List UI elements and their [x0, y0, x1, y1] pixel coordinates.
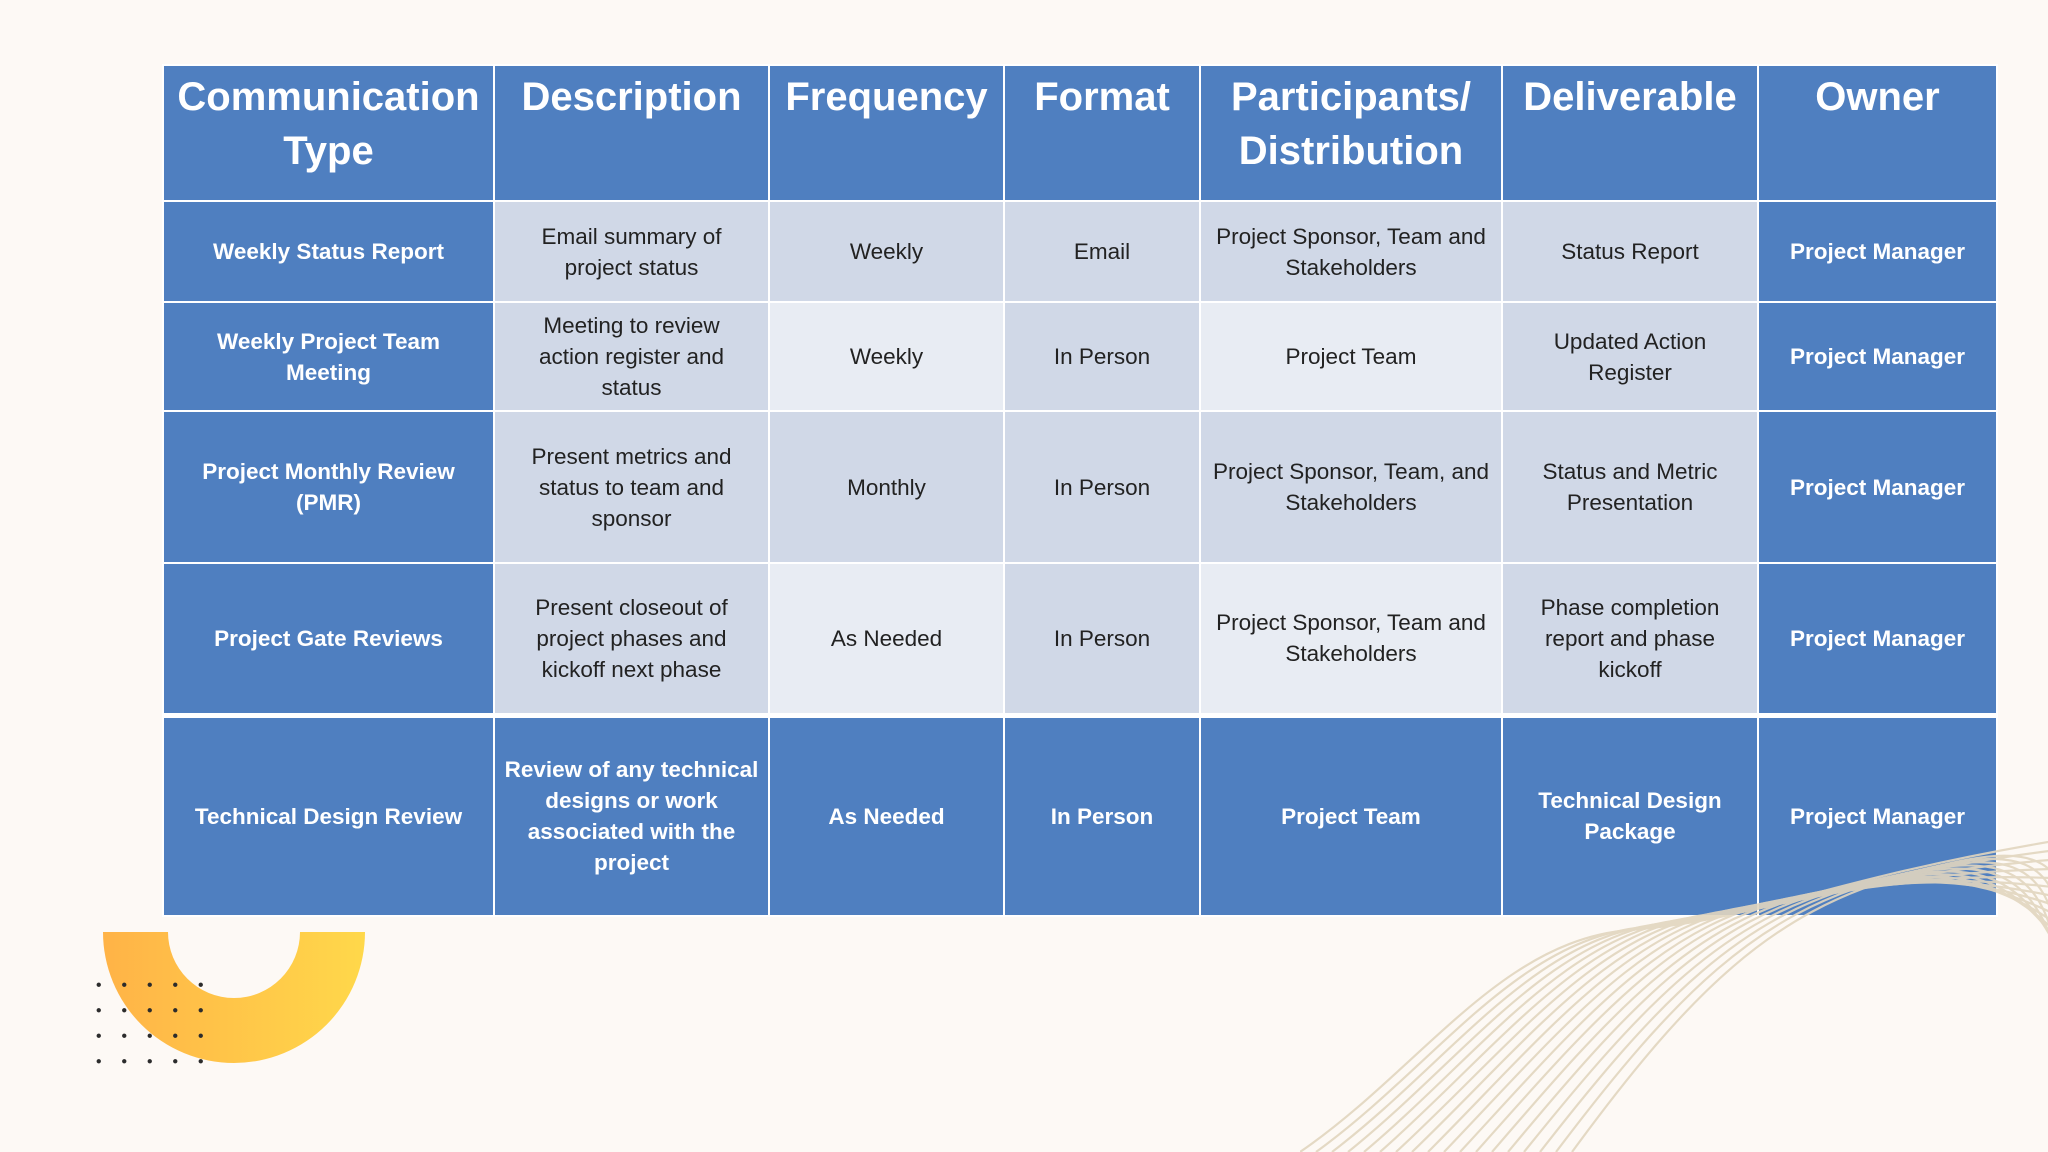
- cell-owner: Project Manager: [1758, 715, 1997, 916]
- wave-line: [1380, 881, 2048, 1152]
- wave-line: [1572, 856, 2048, 1152]
- header-deliverable: Deliverable: [1502, 65, 1758, 201]
- communication-plan-table: [162, 64, 1998, 917]
- cell-participants: Project Team: [1200, 302, 1502, 411]
- wave-line: [1396, 882, 2048, 1152]
- header-row: [163, 65, 1997, 201]
- cell-deliverable: Updated Action Register: [1502, 302, 1758, 411]
- wave-line: [1332, 859, 2048, 1152]
- cell-format: Email: [1004, 201, 1200, 302]
- cell-frequency: Monthly: [769, 411, 1004, 563]
- wave-line: [1524, 865, 2048, 1152]
- cell-deliverable: Phase completion report and phase kickoff: [1502, 563, 1758, 715]
- cell-owner: Project Manager: [1758, 201, 1997, 302]
- wave-line: [1348, 869, 2048, 1152]
- header-format: Format: [1004, 65, 1200, 201]
- cell-type: Project Gate Reviews: [163, 563, 494, 715]
- cell-description: Present metrics and status to team and sponsor: [494, 411, 769, 563]
- cell-participants: Project Sponsor, Team and Stakeholders: [1200, 563, 1502, 715]
- cell-owner: Project Manager: [1758, 563, 1997, 715]
- cell-format: In Person: [1004, 563, 1200, 715]
- cell-description: Email summary of project status: [494, 201, 769, 302]
- cell-frequency: Weekly: [769, 302, 1004, 411]
- cell-description: Review of any technical designs or work associated with the project: [494, 715, 769, 916]
- cell-participants: Project Sponsor, Team and Stakeholders: [1200, 201, 1502, 302]
- cell-type: Weekly Status Report: [163, 201, 494, 302]
- wave-line: [1492, 871, 2048, 1152]
- cell-deliverable: Technical Design Package: [1502, 715, 1758, 916]
- cell-format: In Person: [1004, 411, 1200, 563]
- wave-line: [1460, 877, 2048, 1152]
- cell-description: Present closeout of project phases and kickoff next phase: [494, 563, 769, 715]
- table-row: [163, 302, 1997, 411]
- header-description: Description: [494, 65, 769, 201]
- table-row: [163, 411, 1997, 563]
- wave-line: [1444, 879, 2048, 1152]
- cell-participants: Project Team: [1200, 715, 1502, 916]
- cell-owner: Project Manager: [1758, 411, 1997, 563]
- header-participants: Participants/ Distribution: [1200, 65, 1502, 201]
- cell-deliverable: Status Report: [1502, 201, 1758, 302]
- table-row: [163, 563, 1997, 715]
- header-owner: Owner: [1758, 65, 1997, 201]
- cell-frequency: Weekly: [769, 201, 1004, 302]
- header-frequency: Frequency: [769, 65, 1004, 201]
- cell-type: Weekly Project Team Meeting: [163, 302, 494, 411]
- cell-frequency: As Needed: [769, 715, 1004, 916]
- table-row: [163, 201, 1997, 302]
- cell-type: Technical Design Review: [163, 715, 494, 916]
- cell-participants: Project Sponsor, Team, and Stakeholders: [1200, 411, 1502, 563]
- cell-owner: Project Manager: [1758, 302, 1997, 411]
- cell-frequency: As Needed: [769, 563, 1004, 715]
- cell-format: In Person: [1004, 302, 1200, 411]
- header-communication-type: Communication Type: [163, 65, 494, 201]
- cell-format: In Person: [1004, 715, 1200, 916]
- wave-lines-decoration: [1300, 820, 2048, 1152]
- dot-grid-decoration: [86, 972, 206, 1084]
- cell-deliverable: Status and Metric Presentation: [1502, 411, 1758, 563]
- cell-description: Meeting to review action register and status: [494, 302, 769, 411]
- cell-type: Project Monthly Review (PMR): [163, 411, 494, 563]
